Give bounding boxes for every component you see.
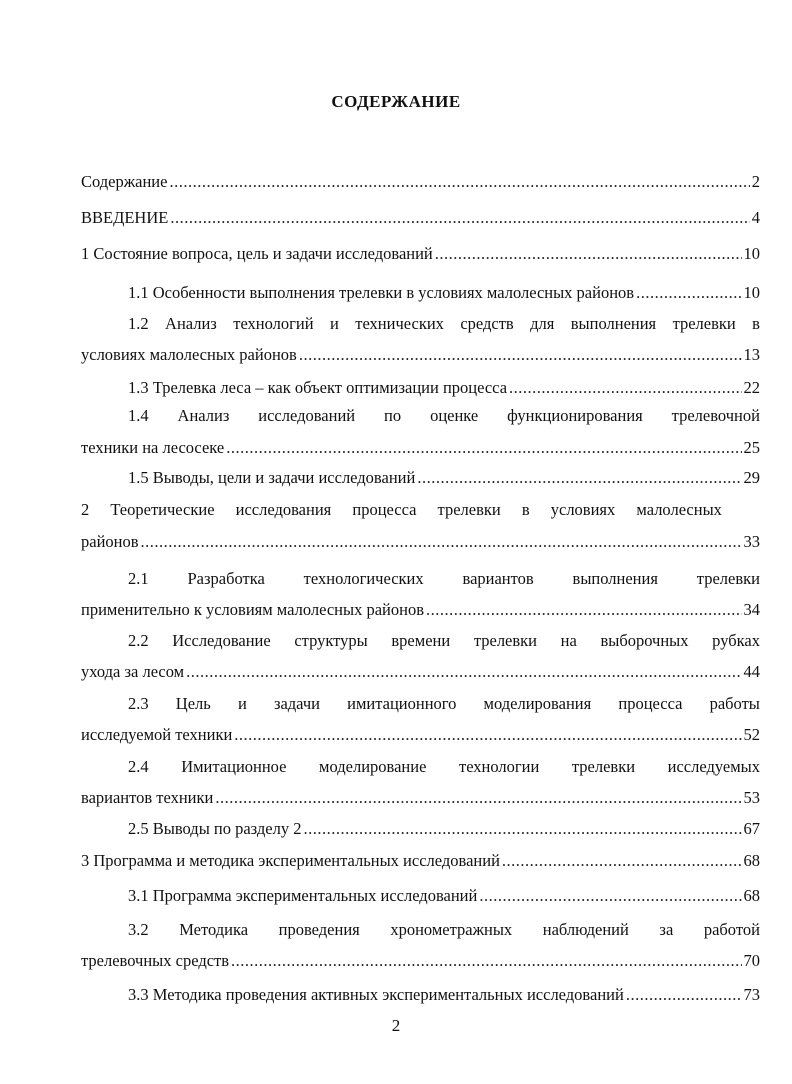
toc-entry-3-3[interactable] xyxy=(128,983,760,1007)
toc-entry-2-4-first-line[interactable] xyxy=(128,755,760,779)
toc-word: рубках xyxy=(712,631,760,650)
toc-word: 2.1 xyxy=(128,569,149,588)
page-number: 2 xyxy=(391,1016,401,1035)
toc-word: вариантов xyxy=(462,569,534,588)
toc-word: задачи xyxy=(273,694,320,713)
toc-entry-3-2[interactable] xyxy=(81,949,760,973)
toc-entry-1-4[interactable] xyxy=(81,436,760,460)
toc-entry-1-4-first-line[interactable] xyxy=(128,404,760,428)
toc-entry-text: 3.1 Программа экспериментальных исследований xyxy=(128,886,478,905)
toc-page-number: 68 xyxy=(743,851,760,870)
toc-entry-text: 1.5 Выводы, цели и задачи исследований xyxy=(128,468,416,487)
toc-page-number: 52 xyxy=(743,725,760,744)
toc-word: Методика xyxy=(179,920,249,939)
toc-word: моделирования xyxy=(483,694,592,713)
toc-word: Анализ xyxy=(165,314,217,333)
toc-word: технологических xyxy=(303,569,424,588)
toc-word: исследования xyxy=(235,500,332,519)
toc-entry-chapter-2-first-line[interactable] xyxy=(81,498,722,522)
toc-leader-dots xyxy=(509,376,741,400)
toc-entry-text: Содержание xyxy=(81,172,168,191)
toc-entry-text: трелевочных средств xyxy=(81,951,230,970)
toc-word: трелевки xyxy=(473,631,538,650)
toc-word: оценке xyxy=(430,406,479,425)
toc-entry-2-3-first-line[interactable] xyxy=(128,692,760,716)
toc-word: Имитационное xyxy=(181,757,287,776)
toc-word: технологий xyxy=(233,314,314,333)
toc-word: хронометражных xyxy=(390,920,513,939)
toc-word: структуры xyxy=(294,631,368,650)
toc-leader-dots xyxy=(636,281,741,305)
toc-word: условиях xyxy=(550,500,616,519)
toc-page-number: 25 xyxy=(743,438,760,457)
toc-word: 2 xyxy=(81,500,90,519)
toc-word: в xyxy=(752,314,760,333)
toc-word: 2.3 xyxy=(128,694,149,713)
toc-entry-text: применительно к условиям малолесных районов xyxy=(81,600,424,619)
toc-word: трелевки xyxy=(696,569,760,588)
toc-word: процесса xyxy=(618,694,683,713)
toc-leader-dots xyxy=(417,466,741,490)
toc-leader-dots xyxy=(234,723,741,747)
toc-entry-2-2[interactable] xyxy=(81,660,760,684)
toc-page-number: 70 xyxy=(743,951,760,970)
toc-word: 2.4 xyxy=(128,757,149,776)
toc-word: процесса xyxy=(352,500,417,519)
toc-entry-text: 3.3 Методика проведения активных экспериментальных исследований xyxy=(128,985,624,1004)
toc-page-number: 10 xyxy=(743,244,760,263)
toc-entry-introduction[interactable] xyxy=(81,206,760,230)
toc-word: 1.4 xyxy=(128,406,149,425)
toc-page-number: 29 xyxy=(743,468,760,487)
toc-page-number: 67 xyxy=(743,819,760,838)
toc-word: выполнения xyxy=(572,569,658,588)
toc-word: проведения xyxy=(278,920,360,939)
toc-word: и xyxy=(329,314,339,333)
toc-word: работой xyxy=(703,920,760,939)
toc-word: исследуемых xyxy=(667,757,760,776)
toc-entry-text: условиях малолесных районов xyxy=(81,345,297,364)
toc-word: Разработка xyxy=(187,569,265,588)
toc-entry-text: 3 Программа и методика экспериментальных исследований xyxy=(81,851,500,870)
toc-entry-3-2-first-line[interactable] xyxy=(128,918,760,942)
toc-leader-dots xyxy=(226,436,741,460)
toc-word: имитационного xyxy=(347,694,457,713)
toc-entry-2-3[interactable] xyxy=(81,723,760,747)
toc-word: 3.2 xyxy=(128,920,149,939)
toc-page-number: 2 xyxy=(751,172,760,191)
toc-word: Цель xyxy=(175,694,211,713)
toc-entry-3-1[interactable] xyxy=(128,884,760,908)
toc-word: технических xyxy=(355,314,444,333)
toc-word: трелевки xyxy=(672,314,736,333)
toc-word: Исследование xyxy=(172,631,271,650)
toc-page-number: 33 xyxy=(743,532,760,551)
toc-entry-text: ВВЕДЕНИЕ xyxy=(81,208,169,227)
toc-word: наблюдений xyxy=(542,920,629,939)
toc-word: времени xyxy=(391,631,451,650)
toc-entry-text: 1.3 Трелевка леса – как объект оптимизации процесса xyxy=(128,378,508,397)
toc-page-number: 73 xyxy=(743,985,760,1004)
toc-entry-2-4[interactable] xyxy=(81,786,760,810)
toc-word: по xyxy=(384,406,402,425)
toc-word: моделирование xyxy=(319,757,427,776)
toc-page-number: 68 xyxy=(743,886,760,905)
toc-entry-2-5[interactable] xyxy=(128,817,760,841)
toc-entry-chapter-2[interactable] xyxy=(81,530,760,554)
toc-entry-1-3[interactable] xyxy=(128,376,760,400)
toc-leader-dots xyxy=(170,206,749,230)
toc-entry-chapter-3[interactable] xyxy=(81,849,760,873)
toc-word: за xyxy=(659,920,674,939)
toc-entry-text: 1 Состояние вопроса, цель и задачи исследований xyxy=(81,244,433,263)
toc-word: трелевки xyxy=(437,500,501,519)
toc-page-number: 13 xyxy=(743,345,760,364)
toc-entry-1-5[interactable] xyxy=(128,466,760,490)
toc-leader-dots xyxy=(502,849,742,873)
toc-word: выборочных xyxy=(600,631,689,650)
toc-word: выполнения xyxy=(570,314,657,333)
toc-word: работы xyxy=(709,694,760,713)
toc-word: трелевочной xyxy=(671,406,760,425)
toc-leader-dots xyxy=(435,242,742,266)
toc-leader-dots xyxy=(479,884,741,908)
toc-leader-dots xyxy=(215,786,741,810)
toc-word: исследований xyxy=(258,406,356,425)
toc-page-number: 44 xyxy=(743,662,760,681)
toc-word: Теоретические xyxy=(110,500,215,519)
toc-entry-1-2[interactable] xyxy=(81,343,760,367)
toc-word: для xyxy=(530,314,555,333)
toc-entry-1-2-first-line[interactable] xyxy=(128,312,760,336)
toc-entry-text: районов xyxy=(81,532,139,551)
toc-leader-dots xyxy=(303,817,741,841)
toc-entry-chapter-1[interactable] xyxy=(81,242,760,266)
toc-entry-text: 1.1 Особенности выполнения трелевки в условиях малолесных районов xyxy=(128,283,635,302)
toc-entry-1-1[interactable] xyxy=(128,281,760,305)
toc-word: в xyxy=(521,500,530,519)
toc-leader-dots xyxy=(426,598,742,622)
toc-word: 2.2 xyxy=(128,631,149,650)
toc-leader-dots xyxy=(141,530,742,554)
toc-entry-text: ухода за лесом xyxy=(81,662,185,681)
toc-leader-dots xyxy=(299,343,742,367)
toc-entry-2-2-first-line[interactable] xyxy=(128,629,760,653)
page-title: СОДЕРЖАНИЕ xyxy=(331,92,461,111)
toc-page-number: 53 xyxy=(743,788,760,807)
toc-word: Анализ xyxy=(177,406,230,425)
toc-entry-text: исследуемой техники xyxy=(81,725,233,744)
toc-word: средств xyxy=(460,314,514,333)
toc-page-number: 22 xyxy=(743,378,760,397)
toc-word: функционирования xyxy=(507,406,643,425)
toc-leader-dots xyxy=(231,949,741,973)
toc-word: на xyxy=(560,631,577,650)
toc-entry-contents[interactable] xyxy=(81,170,760,194)
toc-page-number: 34 xyxy=(743,600,760,619)
toc-page-number: 10 xyxy=(743,283,760,302)
toc-entry-text: техники на лесосеке xyxy=(81,438,225,457)
toc-page-number: 4 xyxy=(751,208,760,227)
toc-word: трелевки xyxy=(571,757,636,776)
toc-word: 1.2 xyxy=(128,314,149,333)
toc-leader-dots xyxy=(186,660,741,684)
toc-word: технологии xyxy=(458,757,540,776)
toc-word: и xyxy=(237,694,247,713)
toc-entry-2-1[interactable] xyxy=(81,598,760,622)
toc-leader-dots xyxy=(169,170,749,194)
toc-entry-text: 2.5 Выводы по разделу 2 xyxy=(128,819,302,838)
toc-word: малолесных xyxy=(636,500,722,519)
toc-entry-2-1-first-line[interactable] xyxy=(128,567,760,591)
toc-entry-text: вариантов техники xyxy=(81,788,214,807)
toc-leader-dots xyxy=(626,983,742,1007)
